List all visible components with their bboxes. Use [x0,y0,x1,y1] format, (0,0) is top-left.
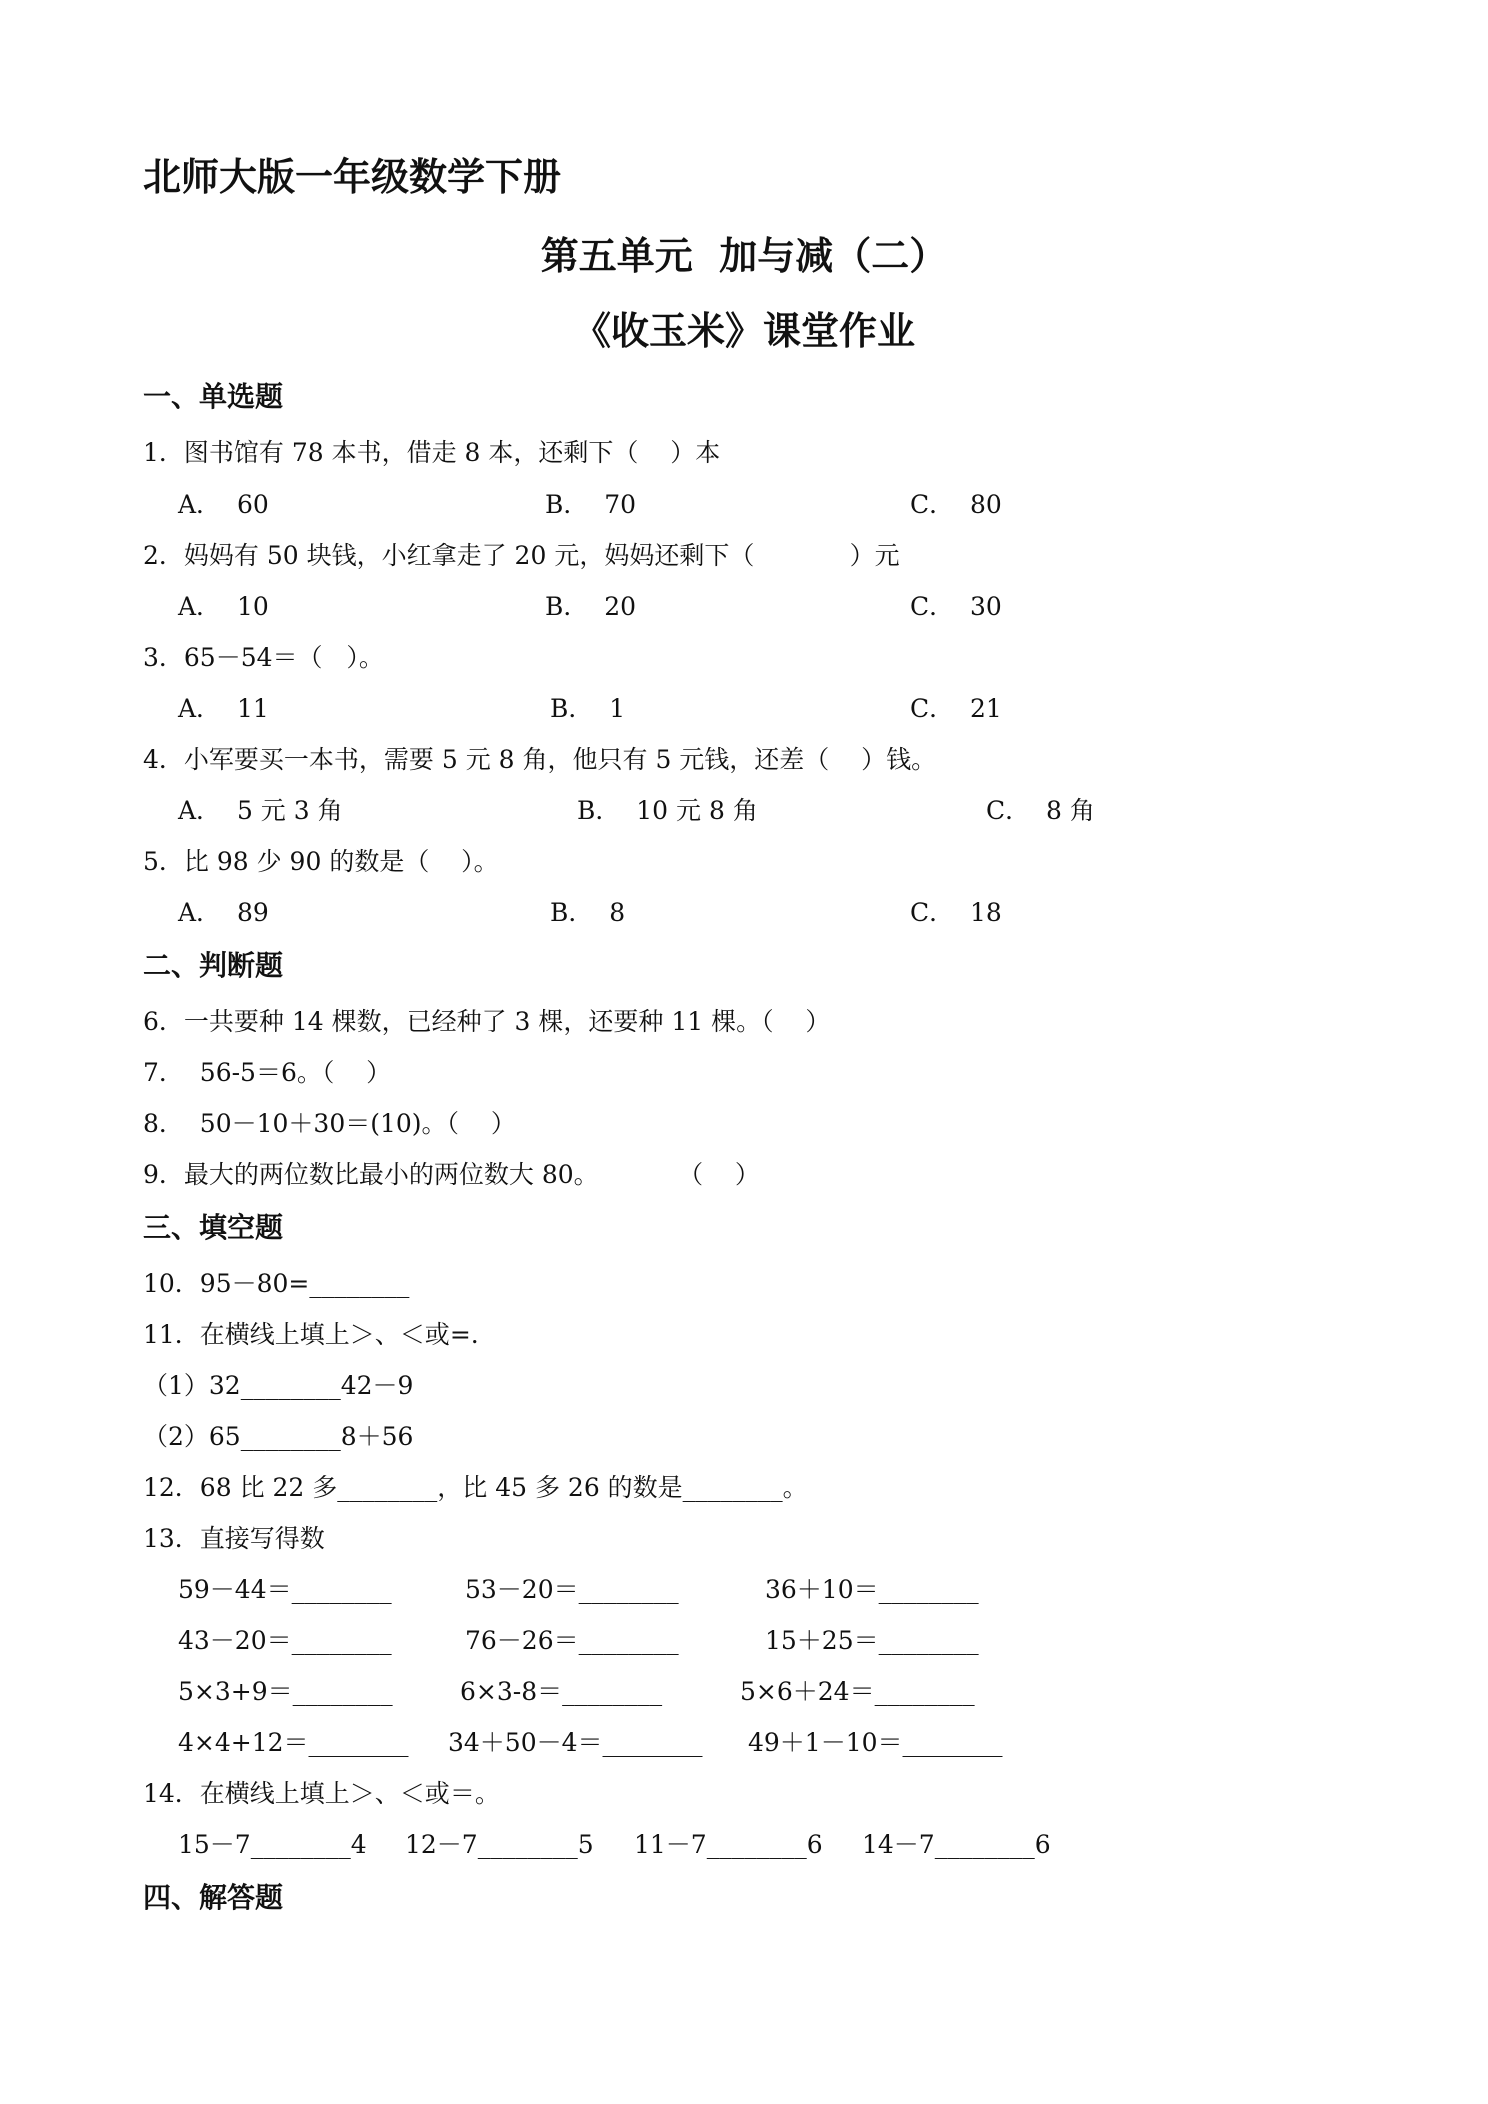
q5-option-c: C． 18 [910,898,1002,927]
question-7: 7． 56-5＝6。（ ） [143,1058,392,1087]
q3-option-c: C． 21 [910,694,1002,723]
question-10: 10．95－80=________ [143,1269,410,1298]
q13-item: 53－20＝________ [465,1575,679,1604]
q2-option-a: A． 10 [178,592,269,621]
q14-item: 15－7________4 [178,1830,367,1859]
q14-item: 12－7________5 [405,1830,594,1859]
question-9: 9．最大的两位数比最小的两位数大 80。 （ ） [143,1160,760,1189]
section-heading-fill: 三、填空题 [143,1211,284,1244]
q13-item: 34＋50－4＝________ [448,1728,703,1757]
question-2: 2．妈妈有 50 块钱，小红拿走了 20 元，妈妈还剩下（ ）元 [143,541,900,570]
question-1: 1．图书馆有 78 本书，借走 8 本，还剩下（ ）本 [143,438,721,467]
question-14: 14．在横线上填上＞、＜或＝。 [143,1779,500,1808]
q4-option-b: B． 10 元 8 角 [577,796,758,825]
question-11: 11．在横线上填上＞、＜或=. [143,1320,479,1349]
q5-option-a: A． 89 [178,898,269,927]
question-5: 5．比 98 少 90 的数是（ ）。 [143,847,499,876]
question-6: 6．一共要种 14 棵数，已经种了 3 棵，还要种 11 棵。（ ） [143,1007,831,1036]
question-12: 12．68 比 22 多________，比 45 多 26 的数是________。 [143,1473,808,1502]
q14-item: 14－7________6 [862,1830,1051,1859]
q2-option-c: C． 30 [910,592,1002,621]
question-8: 8． 50－10＋30＝(10)。（ ） [143,1109,516,1138]
q13-item: 15＋25＝________ [765,1626,979,1655]
question-13: 13．直接写得数 [143,1524,325,1553]
q3-option-b: B． 1 [550,694,626,723]
q4-option-a: A． 5 元 3 角 [178,796,343,825]
q13-item: 5×6＋24＝________ [740,1677,975,1706]
q2-option-b: B． 20 [545,592,637,621]
q13-item: 36＋10＝________ [765,1575,979,1604]
q13-item: 4×4+12＝________ [178,1728,409,1757]
q1-option-b: B． 70 [545,490,637,519]
question-4: 4．小军要买一本书，需要 5 元 8 角，他只有 5 元钱，还差（ ）钱。 [143,745,937,774]
q13-item: 76－26＝________ [465,1626,679,1655]
q13-item: 6×3-8＝________ [460,1677,663,1706]
lesson-title: 《收玉米》课堂作业 [572,309,915,353]
section-heading-choice: 一、单选题 [143,380,284,413]
q13-item: 5×3+9＝________ [178,1677,393,1706]
q14-item: 11－7________6 [634,1830,823,1859]
q13-item: 43－20＝________ [178,1626,392,1655]
section-heading-solve: 四、解答题 [143,1881,284,1914]
question-3: 3．65－54＝（ ）。 [143,643,384,672]
q3-option-a: A． 11 [178,694,269,723]
section-heading-judge: 二、判断题 [143,949,284,982]
question-11-part-2: （2）65________8＋56 [143,1422,414,1451]
unit-title: 第五单元 加与减（二） [540,234,948,278]
q13-item: 59－44＝________ [178,1575,392,1604]
q1-option-a: A． 60 [178,490,269,519]
q4-option-c: C． 8 角 [986,796,1095,825]
q5-option-b: B． 8 [550,898,626,927]
question-11-part-1: （1）32________42－9 [143,1371,414,1400]
q13-item: 49＋1－10＝________ [748,1728,1003,1757]
q1-option-c: C． 80 [910,490,1002,519]
book-title: 北师大版一年级数学下册 [143,155,562,199]
